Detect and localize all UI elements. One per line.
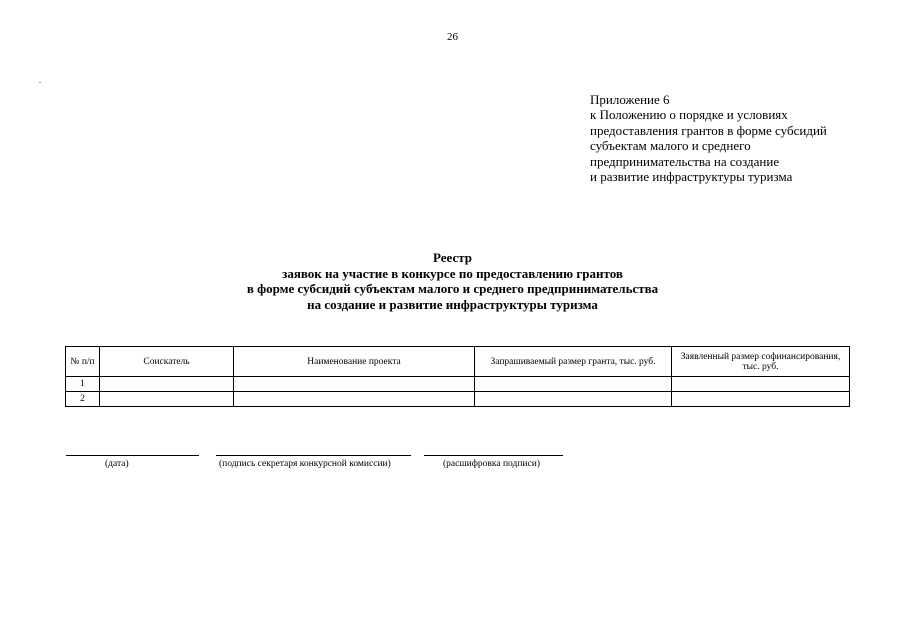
table-cell: 1: [66, 377, 100, 392]
table-row: [66, 392, 850, 407]
table-cell: [100, 392, 234, 407]
header-number: № п/п: [66, 347, 100, 377]
scan-speck: [39, 82, 41, 83]
table-cell: [672, 377, 850, 392]
appendix-line: предпринимательства на создание: [590, 153, 780, 169]
signature-label: (подпись секретаря конкурсной комиссии): [219, 459, 391, 469]
appendix-line: Приложение 6: [590, 92, 670, 107]
table-cell: [475, 392, 672, 407]
decoding-signature-line: [424, 455, 563, 456]
secretary-signature-line: [216, 455, 411, 456]
table-header-row: [66, 347, 850, 377]
title-line: на создание и развитие инфраструктуры туризма: [307, 296, 598, 312]
date-signature-line: [66, 455, 199, 456]
header-cofinancing: Заявленный размер софинансирования, тыс. руб.: [672, 347, 850, 377]
appendix-line: субъектам малого и среднего: [590, 138, 751, 154]
appendix-line: к Положению о порядке и условиях: [590, 107, 788, 123]
registry-table: [65, 346, 850, 407]
appendix-note: [590, 92, 890, 184]
page-number: 26: [447, 31, 458, 43]
title-line: заявок на участие в конкурсе по предоставлению грантов: [282, 265, 623, 281]
header-project-name: Наименование проекта: [234, 347, 475, 377]
decoding-label: (расшифровка подписи): [443, 459, 540, 469]
document-title: [0, 250, 905, 312]
title-line: в форме субсидий субъектам малого и среднего предпринимательства: [246, 281, 659, 296]
date-label: (дата): [105, 459, 129, 469]
appendix-line: и развитие инфраструктуры туризма: [590, 169, 793, 185]
table-row: [66, 377, 850, 392]
table-cell: [234, 392, 475, 407]
table-cell: 2: [66, 392, 100, 407]
appendix-line: предоставления грантов в форме субсидий: [590, 122, 827, 138]
title-line: Реестр: [432, 250, 472, 265]
table-cell: [100, 377, 234, 392]
table-cell: [672, 392, 850, 407]
table-cell: [234, 377, 475, 392]
header-requested-grant: Запрашиваемый размер гранта, тыс. руб.: [475, 347, 672, 377]
header-applicant: Соискатель: [100, 347, 234, 377]
table-cell: [475, 377, 672, 392]
